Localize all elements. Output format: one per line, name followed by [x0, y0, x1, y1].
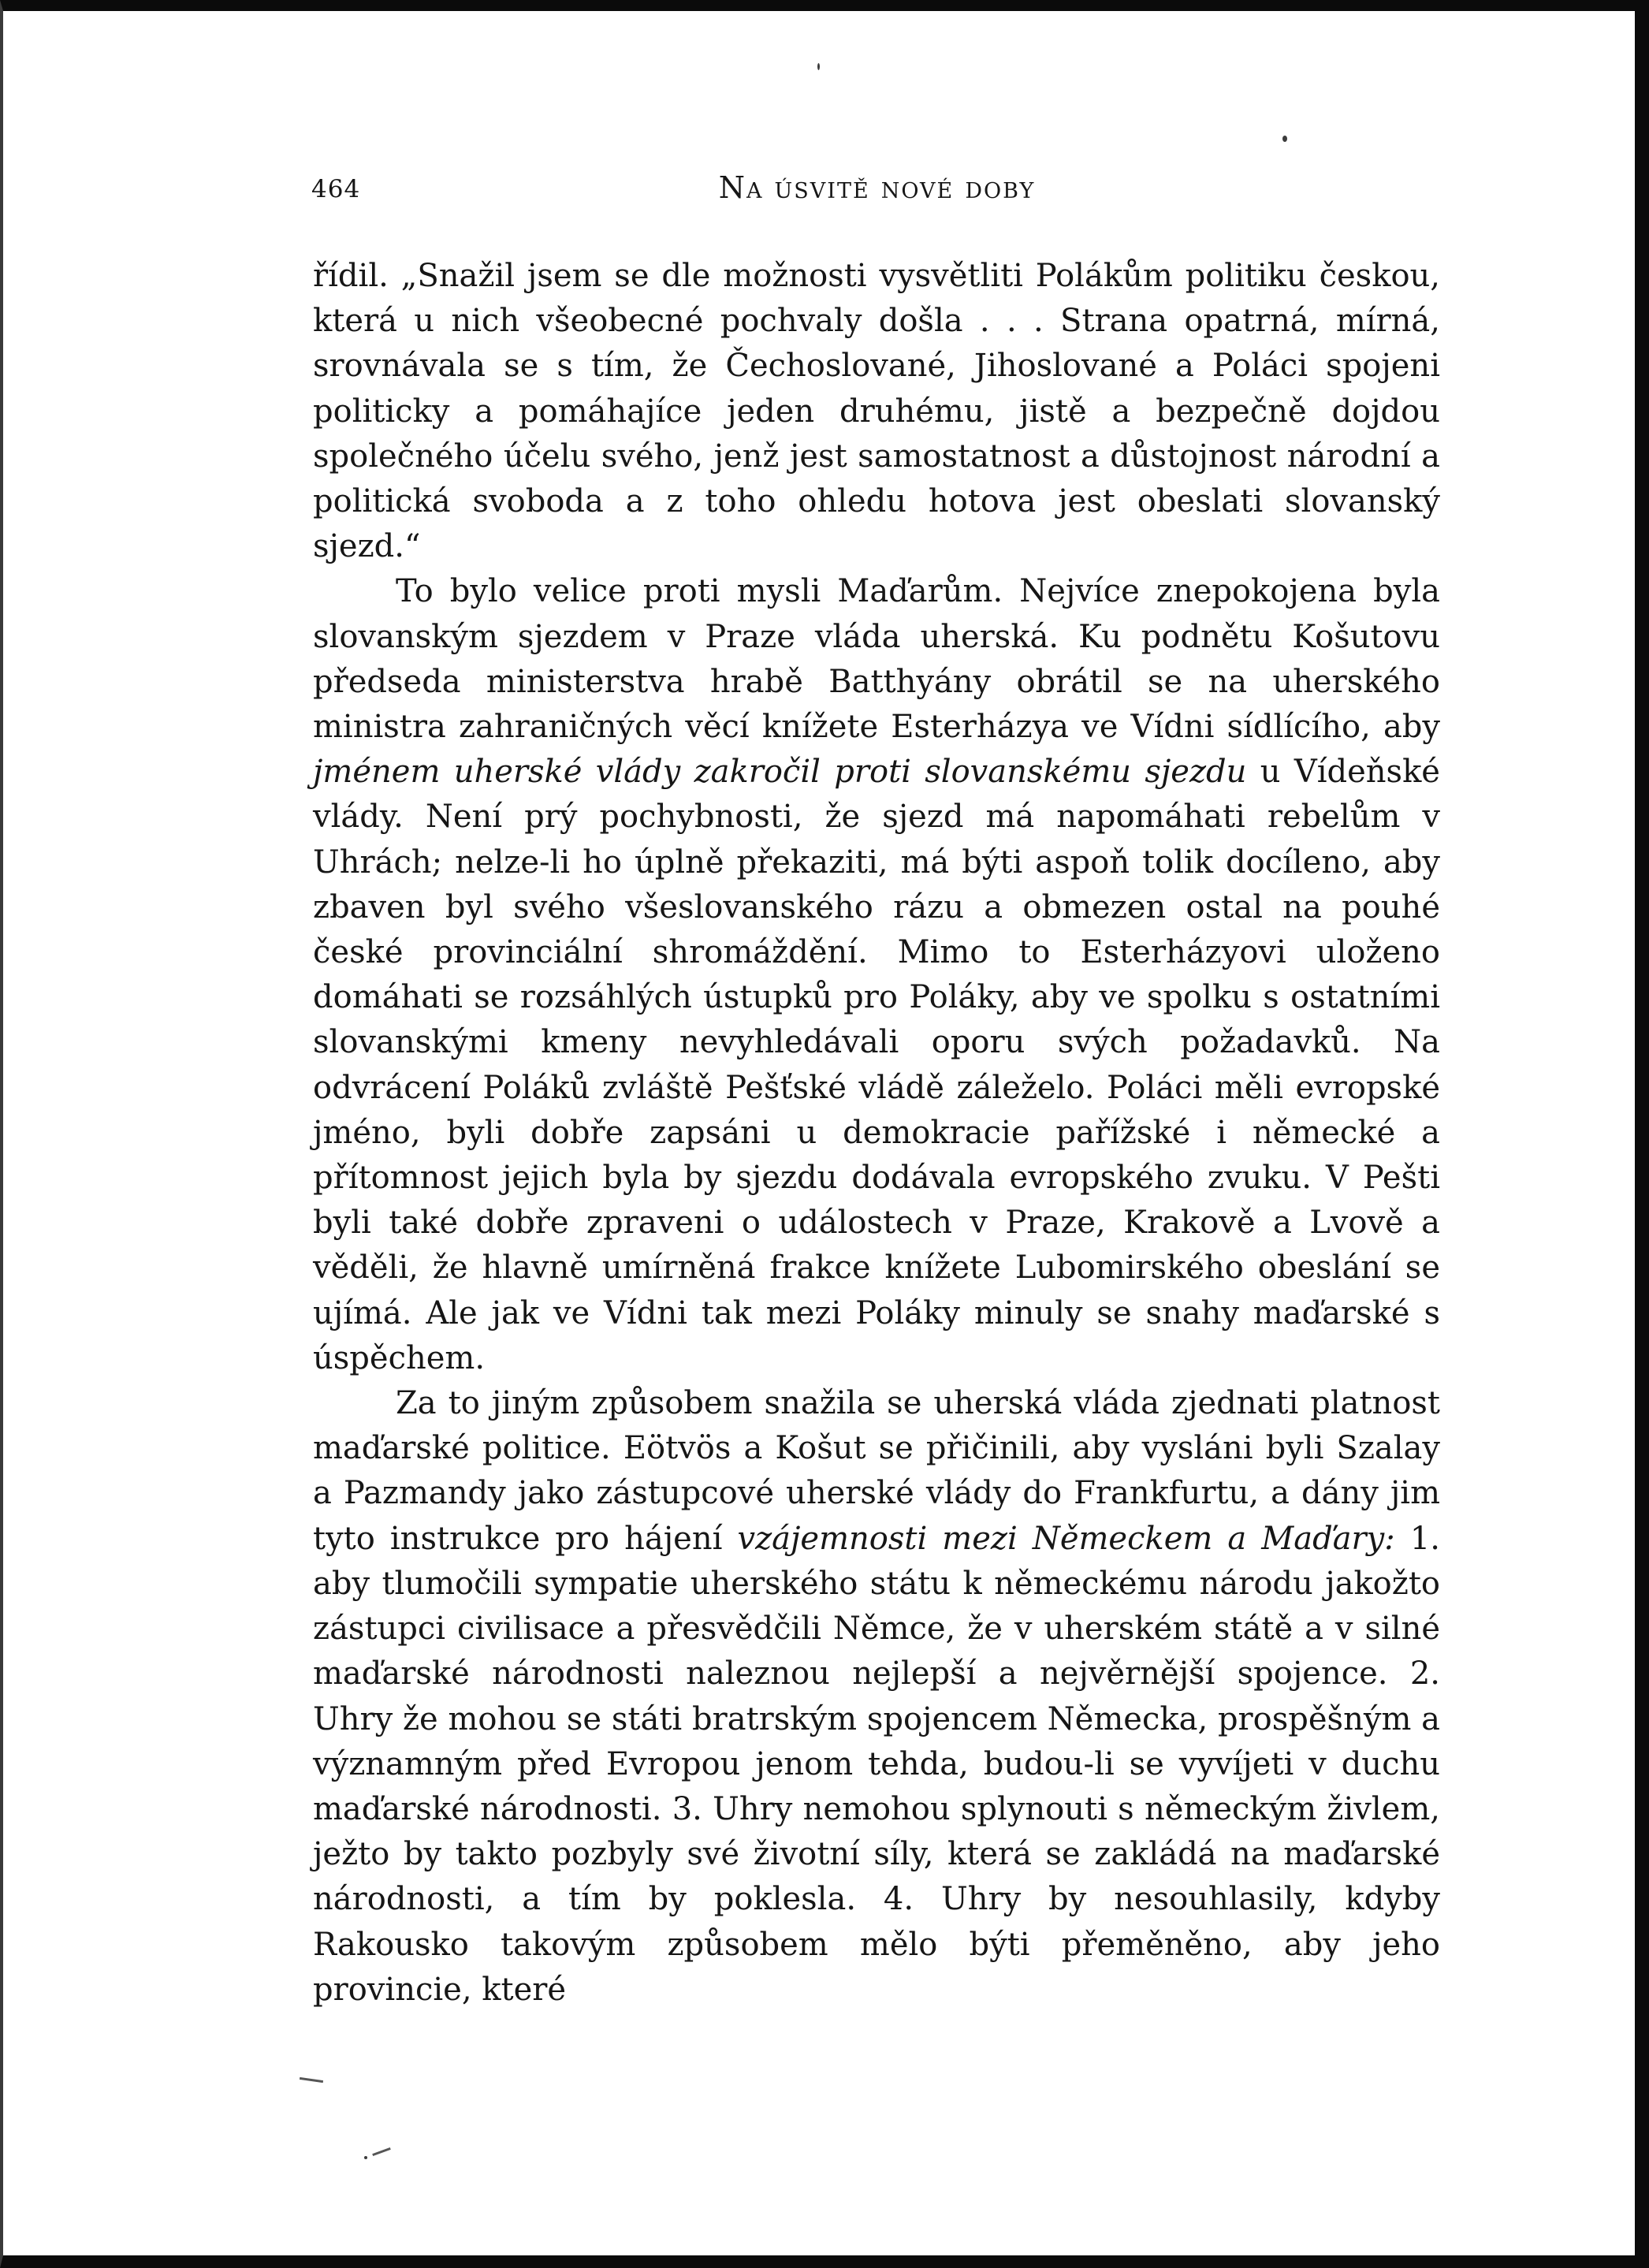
running-title: Na úsvitě nové doby	[718, 170, 1036, 205]
paragraph	[313, 569, 1440, 1381]
scan-speck	[1282, 136, 1287, 142]
body-text	[313, 254, 1440, 2013]
text-segment: 1. aby tlumočili sympatie uherského státu k německému národu jakožto zástupci civilisace a přesvědčili Němce, že v uherském státě a v silné maďarské národnosti naleznou nejlepší a nejvěrnější spojence. 2. Uhry že mohou se státi bratrským spojencem Německa, prospěšným a významným před Evropou jenom tehda, budou-li se vyvíjeti v duchu maďarské národnosti. 3. Uhry nemohou splynouti s německým živlem, ježto by takto pozbyly své životní síly, která se zakládá na maďarské národnosti, a tím by poklesla. 4. Uhry by nesouhlasily, kdyby Rakousko takovým způsobem mělo býti přeměněno, aby jeho provincie, které	[313, 1520, 1440, 2008]
emphasized-text: vzájemnosti mezi Německem a Maďary:	[737, 1520, 1395, 1557]
scan-speck	[364, 2156, 367, 2159]
page-header	[311, 170, 1442, 222]
text-segment: Za to jiným způsobem snažila se uherská vláda zjednati platnost maďarské politice. Eötvös a Košut se přičinili, aby vysláni byli Szalay a Pazmandy jako zástupcové uherské vlády do Frankfurtu, a dány jim tyto instrukce pro hájení	[313, 1385, 1440, 1557]
emphasized-text: jménem uherské vlády zakročil proti slovanskému sjezdu	[313, 754, 1247, 791]
paragraph	[313, 1381, 1440, 2013]
text-segment: řídil. „Snažil jsem se dle možnosti vysvětliti Polákům politiku českou, která u nich všeobecné pochvaly došla . . . Strana opatrná, mírná, srovnávala se s tím, že Čechoslované, Jihoslované a Poláci spojeni politicky a pomáhajíce jeden druhému, jistě a bezpečně dojdou společného účelu svého, jenž jest samostatnost a důstojnost národní a politická svoboda a z toho ohledu hotova jest obeslati slovanský sjezd.“	[313, 258, 1440, 565]
paragraph	[313, 254, 1440, 569]
scan-mark	[300, 2077, 323, 2083]
text-segment: u Vídeňské vlády. Není prý pochybnosti, že sjezd má napomáhati rebelům v Uhrách; nelze-li ho úplně překaziti, má býti aspoň tolik docíleno, aby zbaven byl svého všeslovanského rázu a obmezen ostal na pouhé české provinciální shromáždění. Mimo to Esterházyovi uloženo domáhati se rozsáhlých ústupků pro Poláky, aby ve spolku s ostatními slovanskými kmeny nevyhledávali oporu svých požadavků. Na odvrácení Poláků zvláště Pešťské vládě záleželo. Poláci měli evropské jméno, byli dobře zapsáni u demokracie pařížské i německé a přítomnost jejich byla by sjezdu dodávala evropského zvuku. V Pešti byli také dobře zpraveni o událostech v Praze, Krakově a Lvově a věděli, že hlavně umírněná frakce knížete Lubomirského obeslání se ujímá. Ale jak ve Vídni tak mezi Poláky minuly se snahy maďarské s úspěchem.	[313, 754, 1440, 1376]
page-number: 464	[311, 175, 361, 203]
scan-speck	[817, 63, 820, 70]
scan-mark	[372, 2147, 391, 2156]
text-segment: To bylo velice proti mysli Maďarům. Nejvíce znepokojena byla slovanským sjezdem v Praze vláda uherská. Ku podnětu Košutovu předseda ministerstva hrabě Batthyány obrátil se na uherského ministra zahraničných věcí knížete Esterházya ve Vídni sídlícího, aby	[313, 573, 1440, 746]
